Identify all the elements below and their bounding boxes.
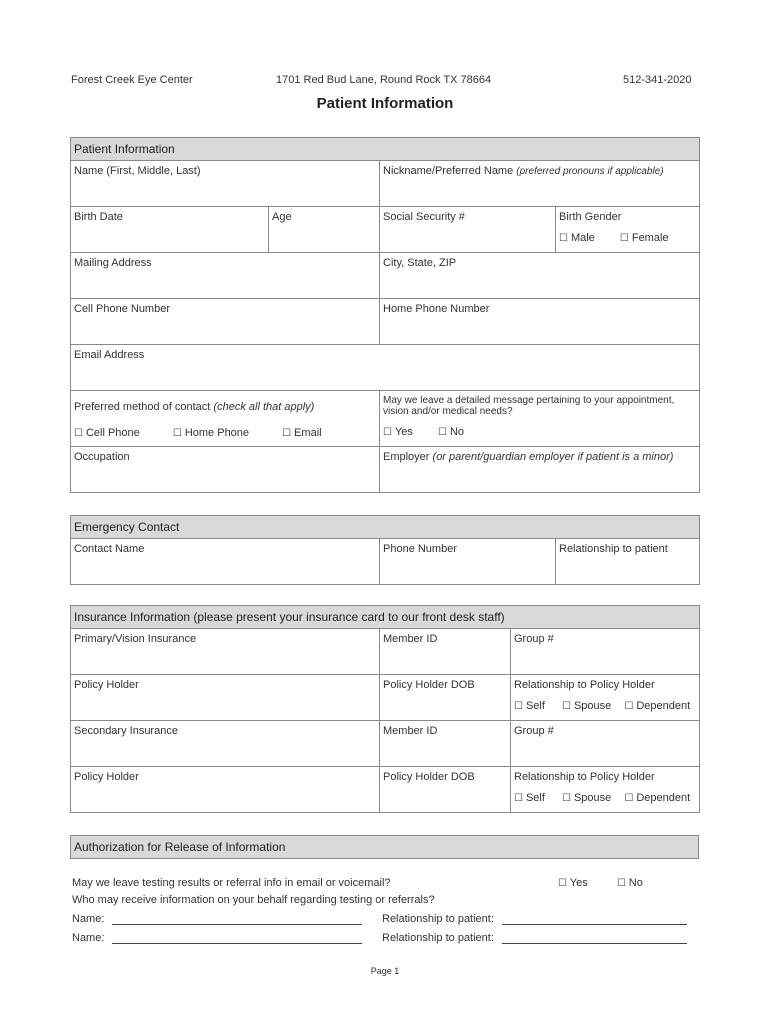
relationship-label: Relationship to Policy Holder — [514, 679, 655, 691]
contact-name-field[interactable] — [71, 539, 380, 585]
member-id-label: Member ID — [383, 633, 438, 645]
emergency-relationship-label: Relationship to patient — [559, 543, 668, 555]
practice-name: Forest Creek Eye Center — [71, 74, 193, 86]
checkbox-icon: ☐ — [514, 701, 523, 712]
secondary-policy-holder-dob-field[interactable] — [380, 767, 511, 813]
section-title-patient: Patient Information — [71, 138, 700, 161]
who-may-receive-question: Who may receive information on your behalf regarding testing or referrals? — [72, 894, 435, 906]
checkbox-icon: ☐ — [619, 233, 629, 244]
name-label: Name (First, Middle, Last) — [74, 165, 201, 177]
home-label: Home Phone Number — [383, 303, 490, 315]
insurance-table — [70, 605, 700, 813]
mailing-label: Mailing Address — [74, 257, 152, 269]
page-number: Page 1 — [370, 966, 400, 976]
occupation-field[interactable] — [71, 447, 380, 493]
practice-address: 1701 Red Bud Lane, Round Rock TX 78664 — [276, 74, 492, 86]
mailing-address-field[interactable] — [71, 253, 380, 299]
occupation-label: Occupation — [74, 451, 130, 463]
primary-policy-holder-dob-field[interactable] — [380, 675, 511, 721]
secondary-self-checkbox[interactable]: ☐ Self — [514, 792, 545, 804]
birth-gender-field — [556, 207, 700, 253]
contact-method-note: (check all that apply) — [213, 401, 315, 413]
emergency-phone-label: Phone Number — [383, 543, 457, 555]
practice-phone: 512-341-2020 — [623, 74, 692, 86]
secondary-group-field[interactable] — [511, 721, 700, 767]
gender-male-checkbox[interactable]: ☐ Male — [559, 232, 595, 244]
contact-name-label: Contact Name — [74, 543, 145, 555]
detailed-message-field — [380, 391, 700, 447]
gender-female-checkbox[interactable]: ☐ Female — [619, 232, 669, 244]
section-title-authorization: Authorization for Release of Information — [71, 836, 699, 859]
checkbox-icon: ☐ — [74, 428, 83, 439]
contact-email-checkbox[interactable]: ☐ Email — [282, 427, 322, 439]
employer-note: (or parent/guardian employer if patient is a minor) — [432, 451, 674, 463]
nickname-label: Nickname/Preferred Name — [383, 165, 514, 177]
release-yes-checkbox[interactable]: ☐ Yes — [558, 877, 588, 889]
primary-insurance-field[interactable] — [71, 629, 380, 675]
primary-spouse-checkbox[interactable]: ☐ Spouse — [562, 700, 612, 712]
secondary-member-id-field[interactable] — [380, 721, 511, 767]
member-id-label: Member ID — [383, 725, 438, 737]
employer-label: Employer — [383, 451, 430, 463]
authorized-name-2: Name: — [72, 932, 362, 944]
email-label: Email Address — [74, 349, 145, 361]
secondary-policy-holder-field[interactable] — [71, 767, 380, 813]
release-no-checkbox[interactable]: ☐ No — [617, 877, 643, 889]
authorization-table — [70, 835, 699, 859]
secondary-insurance-label: Secondary Insurance — [74, 725, 178, 737]
section-title-insurance: Insurance Information (please present your insurance card to our front desk staff) — [71, 606, 700, 629]
authorized-relationship-1: Relationship to patient: — [382, 913, 687, 925]
secondary-insurance-field[interactable] — [71, 721, 380, 767]
name-field[interactable] — [71, 161, 380, 207]
primary-insurance-label: Primary/Vision Insurance — [74, 633, 197, 645]
checkbox-icon: ☐ — [558, 878, 570, 889]
detailed-message-question: May we leave a detailed message pertaining to your appointment, vision and/or medical needs? — [383, 395, 675, 417]
group-label: Group # — [514, 725, 554, 737]
primary-dependent-checkbox[interactable]: ☐ Dependent — [624, 700, 691, 712]
secondary-relationship-field — [511, 767, 700, 813]
authorized-name-2-input[interactable] — [112, 933, 362, 944]
checkbox-icon: ☐ — [172, 428, 182, 439]
age-field[interactable] — [269, 207, 380, 253]
patient-info-table — [70, 137, 700, 493]
emergency-relationship-field[interactable] — [556, 539, 700, 585]
contact-cell-checkbox[interactable]: ☐ Cell Phone — [74, 427, 140, 439]
birth-date-field[interactable] — [71, 207, 269, 253]
checkbox-icon: ☐ — [562, 793, 571, 804]
contact-method-field — [71, 391, 380, 447]
checkbox-icon: ☐ — [437, 427, 447, 438]
checkbox-icon: ☐ — [562, 701, 571, 712]
authorized-name-1: Name: — [72, 913, 362, 925]
city-label: City, State, ZIP — [383, 257, 457, 269]
policy-holder-dob-label: Policy Holder DOB — [383, 771, 475, 783]
page-title: Patient Information — [316, 95, 454, 112]
message-yes-checkbox[interactable]: ☐ Yes — [383, 426, 413, 438]
checkbox-icon: ☐ — [624, 793, 634, 804]
authorized-relationship-2: Relationship to patient: — [382, 932, 687, 944]
release-question: May we leave testing results or referral info in email or voicemail? — [72, 877, 391, 889]
policy-holder-label: Policy Holder — [74, 771, 139, 783]
checkbox-icon: ☐ — [617, 878, 629, 889]
group-label: Group # — [514, 633, 554, 645]
authorized-relationship-1-input[interactable] — [502, 914, 687, 925]
section-title-emergency: Emergency Contact — [71, 516, 700, 539]
contact-home-checkbox[interactable]: ☐ Home Phone — [172, 427, 250, 439]
age-label: Age — [272, 211, 292, 223]
secondary-dependent-checkbox[interactable]: ☐ Dependent — [624, 792, 691, 804]
checkbox-icon: ☐ — [624, 701, 634, 712]
authorized-relationship-2-input[interactable] — [502, 933, 687, 944]
home-phone-field[interactable] — [380, 299, 700, 345]
checkbox-icon: ☐ — [559, 233, 568, 244]
policy-holder-label: Policy Holder — [74, 679, 139, 691]
emergency-phone-field[interactable] — [380, 539, 556, 585]
policy-holder-dob-label: Policy Holder DOB — [383, 679, 475, 691]
primary-group-field[interactable] — [511, 629, 700, 675]
secondary-spouse-checkbox[interactable]: ☐ Spouse — [562, 792, 612, 804]
city-state-zip-field[interactable] — [380, 253, 700, 299]
primary-relationship-field — [511, 675, 700, 721]
birth-date-label: Birth Date — [74, 211, 123, 223]
relationship-label: Relationship to Policy Holder — [514, 771, 655, 783]
contact-method-label: Preferred method of contact — [74, 401, 211, 413]
primary-policy-holder-field[interactable] — [71, 675, 380, 721]
checkbox-icon: ☐ — [282, 428, 292, 439]
message-no-checkbox[interactable]: ☐ No — [437, 426, 465, 438]
cell-label: Cell Phone Number — [74, 303, 170, 315]
emergency-contact-table — [70, 515, 700, 585]
authorized-name-1-input[interactable] — [112, 914, 362, 925]
birth-gender-label: Birth Gender — [559, 211, 622, 223]
checkbox-icon: ☐ — [383, 427, 392, 438]
employer-field[interactable] — [380, 447, 700, 493]
primary-self-checkbox[interactable]: ☐ Self — [514, 700, 545, 712]
primary-member-id-field[interactable] — [380, 629, 511, 675]
cell-phone-field[interactable] — [71, 299, 380, 345]
nickname-note: (preferred pronouns if applicable) — [516, 166, 664, 177]
ssn-field[interactable] — [380, 207, 556, 253]
ssn-label: Social Security # — [383, 211, 465, 223]
email-field[interactable] — [71, 345, 700, 391]
checkbox-icon: ☐ — [514, 793, 523, 804]
nickname-field[interactable] — [380, 161, 700, 207]
